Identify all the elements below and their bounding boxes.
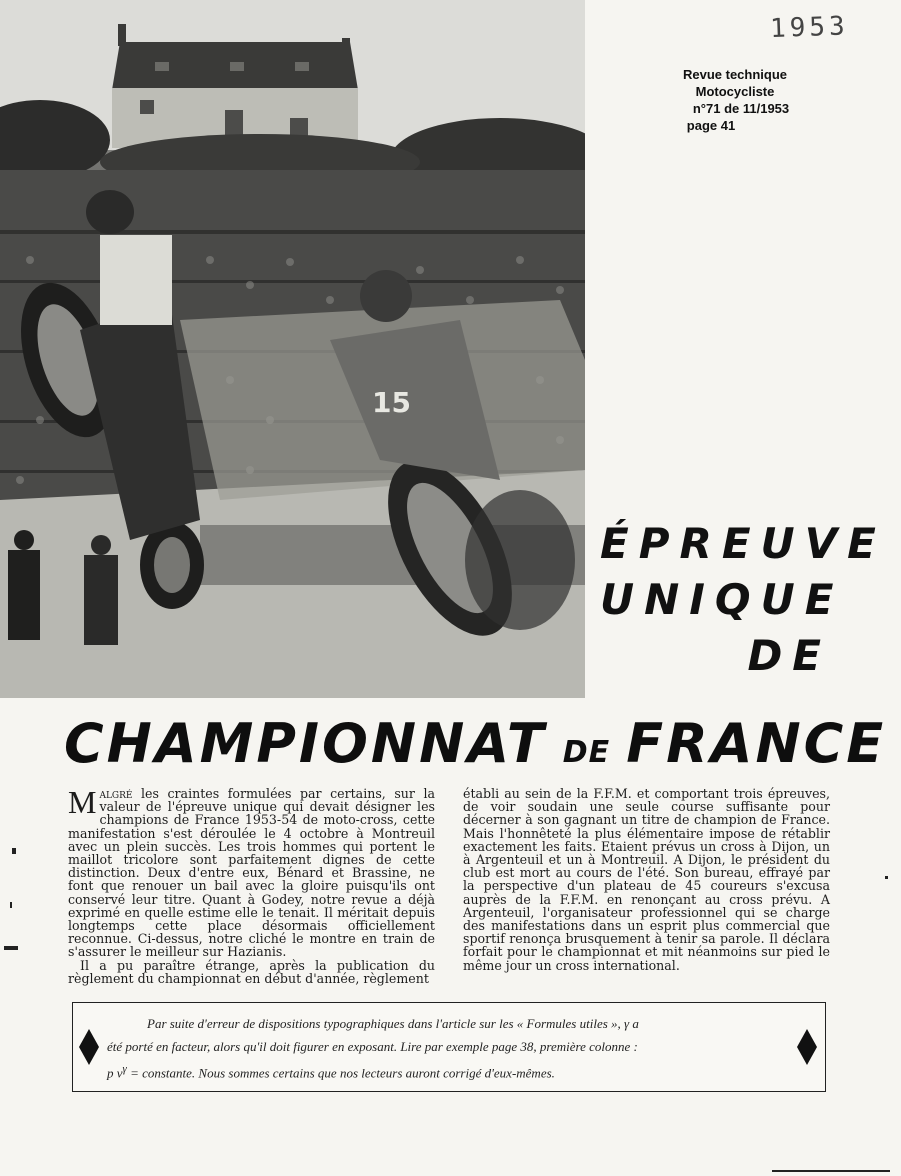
erratum-text [107, 1012, 797, 1084]
paragraph-text: les craintes formulées par certains, sur la valeur de l'épreuve unique qui devait désigner les champions de France 1953-54 de moto-cross, cette manifestation s'est déroulée le 4 octobre à Montreuil avec un plein succès. Les trois hommes qui portent le maillot tricolore sont parfaitement dignes de cette distinction. Deux d'entre eux, Bénard et Brassine, ne font que renouer un bail avec la gloire puisqu'ils ont conservé leur titre. Quant à Godey, notre revue a déjà exprimé en quelle estime elle le tenait. Il méritait depuis longtemps cette place désormais officiellement reconnue. Ci-dessus, notre cliché le montre en train de s'assurer le meilleur sur Hazianis. [68, 786, 435, 960]
article-paragraph: Il a pu paraître étrange, après la publication du règlement du championnat en début d'année, règlement [68, 957, 435, 986]
article-column-1 [68, 784, 435, 993]
erratum-formula: p v [107, 1065, 123, 1081]
motocross-photo-illustration [0, 0, 585, 698]
source-ref-line1: Revue technique [682, 67, 788, 82]
erratum-line3-rest: = constante. Nous sommes certains que nos lecteurs auront corrigé d'eux-mêmes. [126, 1065, 555, 1081]
erratum-box [72, 1002, 826, 1092]
source-ref-line4: page 41 [686, 118, 736, 133]
headline-main [64, 704, 887, 797]
headline-right-line1: ÉPREUVE [600, 519, 886, 568]
article-body [68, 784, 830, 993]
erratum-line2: été porté en facteur, alors qu'il doit figurer en exposant. Lire par exemple page 38, première colonne : [107, 1039, 638, 1054]
source-ref-line2: Motocycliste [695, 84, 775, 99]
scan-artifact [12, 848, 16, 854]
headline-right-line2: UNIQUE [600, 575, 844, 624]
headline-right [600, 516, 901, 684]
source-ref-line3: n°71 de 11/1953 [692, 101, 790, 116]
article-paragraph [68, 784, 435, 960]
motocross-photo [0, 0, 585, 698]
scan-artifact [885, 876, 888, 879]
article-column-2 [463, 787, 830, 993]
article-paragraph: établi au sein de la F.F.M. et comportant trois épreuves, de voir soudain une seule course suffisante pour décerner à son gagnant un titre de champion de France. Mais l'honnêteté la plus élémentaire impose de rétablir exactement les faits. Etaient prévus un cross à Dijon, un à Argenteuil et un à Montreuil. A Dijon, le président du club est mort au cours de l'été. Son bureau, effrayé par la perspective d'un plateau de 45 coureurs s'excusa auprès de la F.F.M. en renonçant au cross prévu. A Argenteuil, l'organisateur professionnel qui se charge des manifestations dans un esprit plus commercial que sportif renonça brusquement à tenir sa parole. Il déclara forfait pour le championnat et mit néanmoins sur pied le même jour un cross international. [463, 786, 830, 973]
erratum-line3 [107, 1058, 797, 1084]
headline-main-part2: DE [562, 735, 611, 770]
diamond-left-icon [79, 1029, 99, 1065]
headline-main-part1: CHAMPIONNAT [64, 712, 547, 775]
drop-cap: M [68, 784, 97, 820]
diamond-right-icon [797, 1029, 817, 1065]
svg-text:15: 15 [372, 386, 411, 419]
headline-main-part3: FRANCE [626, 712, 887, 775]
scan-artifact [772, 1170, 890, 1172]
erratum-exponent: γ [122, 1063, 127, 1075]
scan-artifact [4, 946, 18, 950]
headline-right-line3: DE [747, 631, 831, 680]
lead-smallcaps: algré [99, 786, 133, 801]
source-reference [630, 66, 840, 134]
handwritten-year: 1953 [769, 11, 850, 45]
erratum-line1: Par suite d'erreur de dispositions typographiques dans l'article sur les « Formules utiles », γ a [147, 1016, 639, 1031]
scan-artifact [10, 902, 12, 908]
